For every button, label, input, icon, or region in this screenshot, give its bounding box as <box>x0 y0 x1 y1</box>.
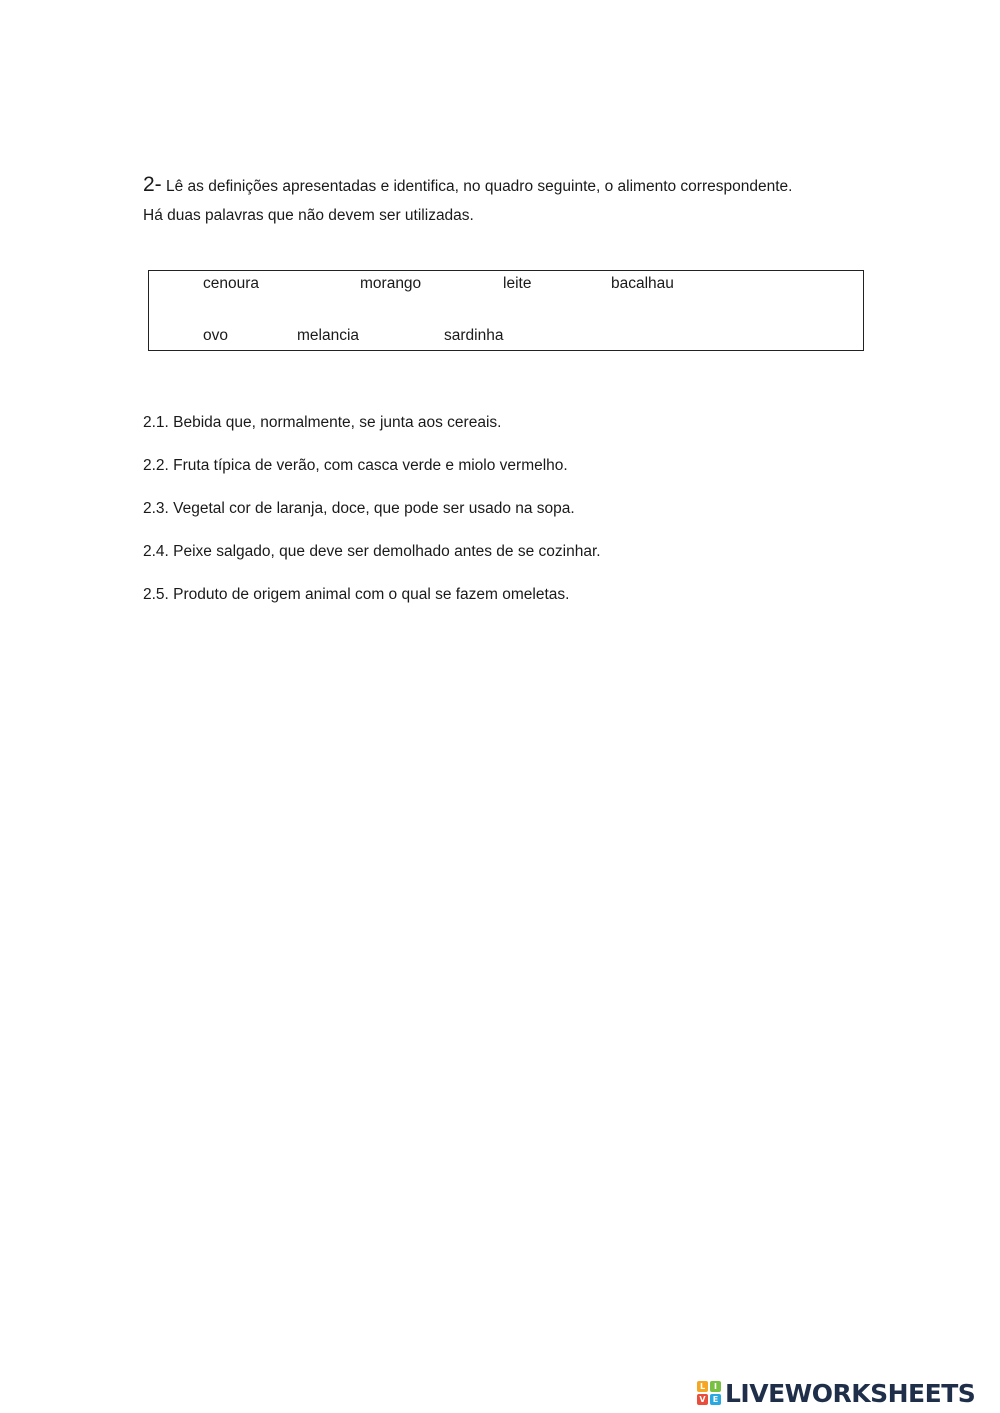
logo-grid-icon <box>697 1381 721 1405</box>
logo-tile-v: V <box>697 1394 708 1405</box>
definition-item: 2.4. Peixe salgado, que deve ser demolhado antes de se cozinhar. <box>143 543 601 560</box>
logo-tile-l: L <box>697 1381 708 1392</box>
definition-item: 2.1. Bebida que, normalmente, se junta aos cereais. <box>143 414 502 431</box>
question-number: 2- <box>143 173 162 196</box>
word-ovo: ovo <box>203 327 228 344</box>
word-sardinha: sardinha <box>444 327 504 344</box>
definition-item: 2.2. Fruta típica de verão, com casca verde e miolo vermelho. <box>143 457 568 474</box>
word-leite: leite <box>503 275 532 292</box>
word-melancia: melancia <box>297 327 360 344</box>
instruction-line-2: Há duas palavras que não devem ser utilizadas. <box>143 207 474 224</box>
logo-tile-i: I <box>710 1381 721 1392</box>
liveworksheets-logo <box>697 1378 975 1408</box>
word-cenoura: cenoura <box>203 275 260 292</box>
word-bacalhau: bacalhau <box>611 275 674 292</box>
word-morango: morango <box>360 275 422 292</box>
logo-text: LIVEWORKSHEETS <box>725 1378 976 1408</box>
word-bank-box <box>148 270 864 351</box>
logo-tile-e: E <box>710 1394 721 1405</box>
definition-item: 2.3. Vegetal cor de laranja, doce, que pode ser usado na sopa. <box>143 500 575 517</box>
instruction-text: Lê as definições apresentadas e identifica, no quadro seguinte, o alimento correspondente. <box>166 178 793 195</box>
instruction-line-1 <box>143 170 903 201</box>
definition-list <box>143 412 903 627</box>
question-header <box>143 170 903 230</box>
definition-item: 2.5. Produto de origem animal com o qual se fazem omeletas. <box>143 586 570 603</box>
